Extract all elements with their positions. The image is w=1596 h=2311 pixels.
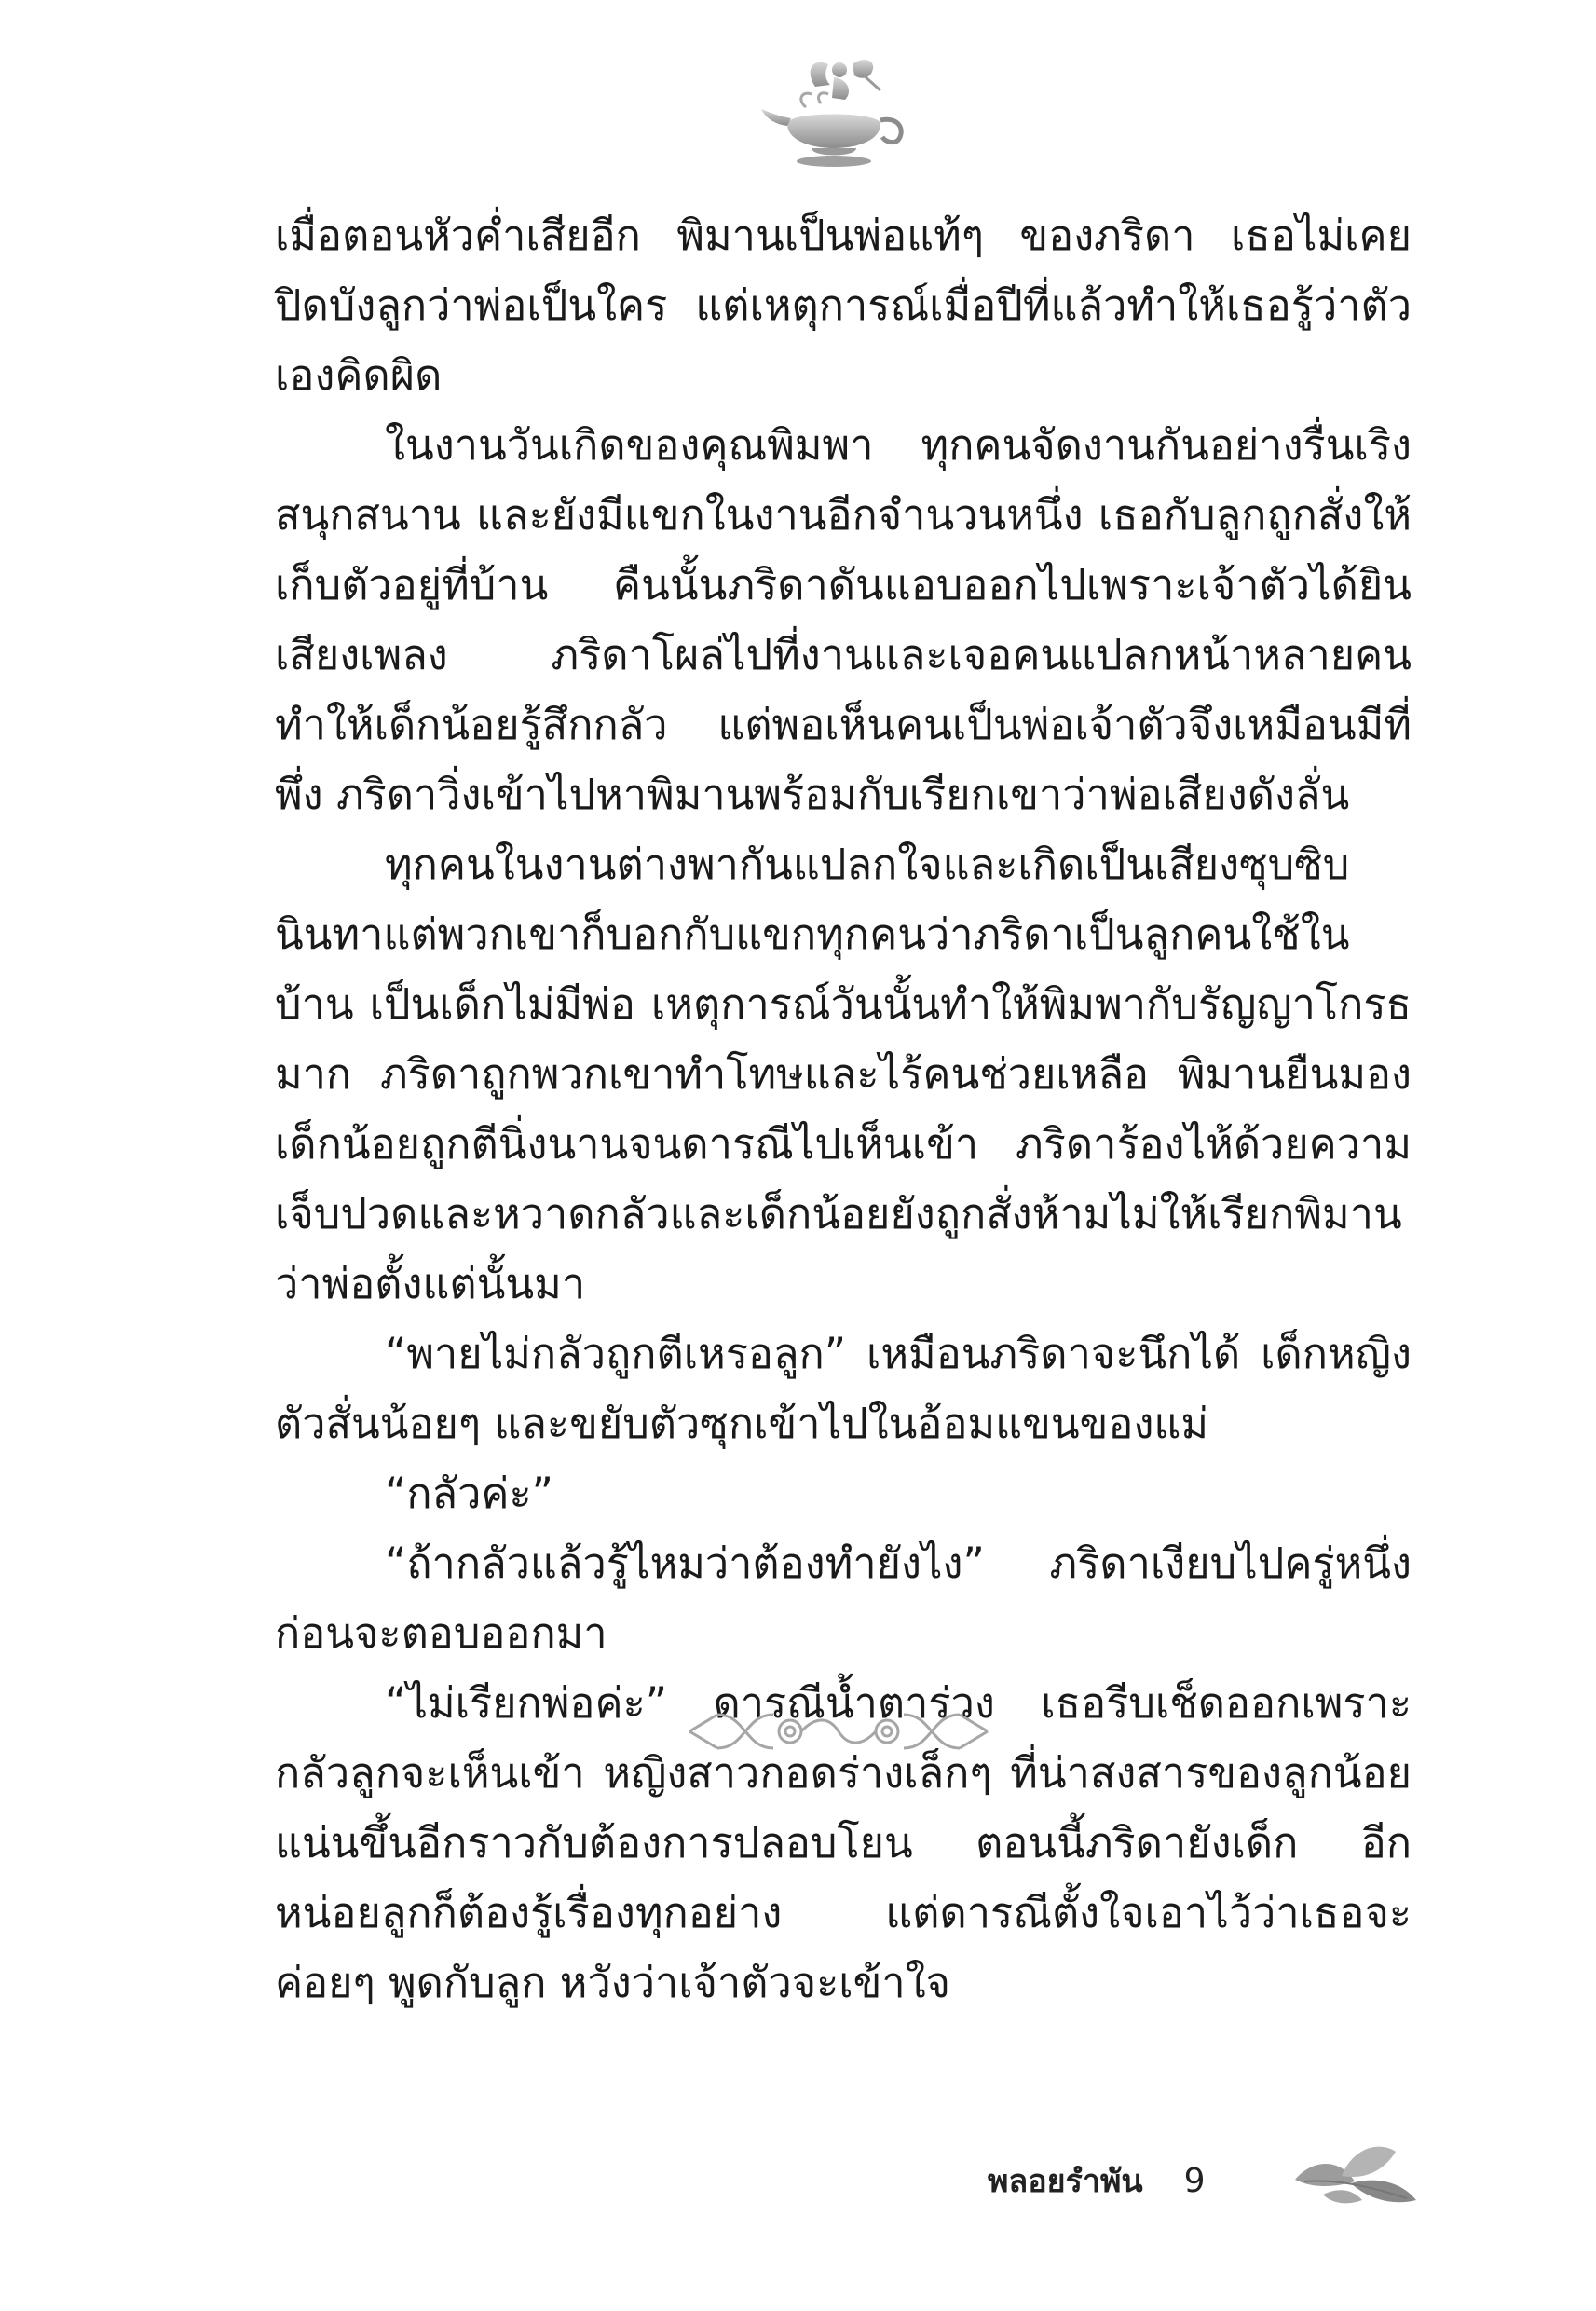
book-title: พลอยรำพัน (988, 2163, 1143, 2200)
page-footer (988, 2153, 1206, 2208)
paragraph: “กลัวค่ะ” (385, 1469, 553, 1518)
paragraph: ทุกคนในงานต่างพากันแปลกใจและเกิดเป็นเสียงซุบซิบนินทาแต่พวกเขาก็บอกกับแขกทุกคนว่าภริดาเป็นลูกคนใช้ในบ้าน เป็นเด็กไม่มีพ่อ เหตุการณ์วันนั้นทำให้พิมพากับรัญญาโกรธมาก ภริดาถูกพวกเขาทำโทษและไร้คนช่วยเหลือ พิมานยืนมองเด็กน้อยถูกตีนิ่งนานจนดารณีไปเห็นเข้า ภริดาร้องไห้ด้วยความเจ็บปวดและหวาดกลัวและเด็กน้อยยังถูกสั่งห้ามไม่ให้เรียกพิมานว่าพ่อตั้งแต่นั้นมา (275, 840, 1412, 1308)
paragraph: “ถ้ากลัวแล้วรู้ไหมว่าต้องทำยังไง” ภริดาเงียบไปครู่หนึ่งก่อนจะตอบออกมา (275, 1538, 1412, 1658)
paragraph: “พายไม่กลัวถูกตีเหรอลูก” เหมือนภริดาจะนึกได้ เด็กหญิงตัวสั่นน้อยๆ และขยับตัวซุกเข้าไปในอ้อมแขนของแม่ (275, 1329, 1412, 1448)
scroll-divider-icon (680, 1705, 997, 1757)
paragraph: “ไม่เรียกพ่อค่ะ” ดารณีน้ำตาร่วง เธอรีบเช็ดออกเพราะกลัวลูกจะเห็นเข้า หญิงสาวกอดร่างเล็กๆ ที่น่าสงสารของลูกน้อยแน่นขึ้นอีกราวกับต้องการปลอบโยน ตอนนี้ภริดายังเด็ก อีกหน่อยลูกก็ต้องรู้เรื่องทุกอย่าง แต่ดารณีตั้งใจเอาไว้ว่าเธอจะค่อยๆ พูดกับลูก หวังว่าเจ้าตัวจะเข้าใจ (275, 1678, 1412, 2007)
paragraph: เมื่อตอนหัวค่ำเสียอีก พิมานเป็นพ่อแท้ๆ ของภริดา เธอไม่เคยปิดบังลูกว่าพ่อเป็นใคร แต่เหตุการณ์เมื่อปีที่แล้วทำให้เธอรู้ว่าตัวเองคิดผิด (275, 211, 1412, 400)
teapot-cupid-ornament-icon (759, 51, 908, 172)
page-number: 9 (1183, 2161, 1206, 2200)
tea-leaf-icon (1286, 2139, 1421, 2213)
paragraph: ในงานวันเกิดของคุณพิมพา ทุกคนจัดงานกันอย่างรื่นเริงสนุกสนาน และยังมีแขกในงานอีกจำนวนหนึ่ง เธอกับลูกถูกสั่งให้เก็บตัวอยู่ที่บ้าน คืนนั้นภริดาดันแอบออกไปเพราะเจ้าตัวได้ยินเสียงเพลง ภริดาโผล่ไปที่งานและเจอคนแปลกหน้าหลายคนทำให้เด็กน้อยรู้สึกกลัว แต่พอเห็นคนเป็นพ่อเจ้าตัวจึงเหมือนมีที่พึ่ง ภริดาวิ่งเข้าไปหาพิมานพร้อมกับเรียกเขาว่าพ่อเสียงดังลั่น (275, 420, 1412, 819)
